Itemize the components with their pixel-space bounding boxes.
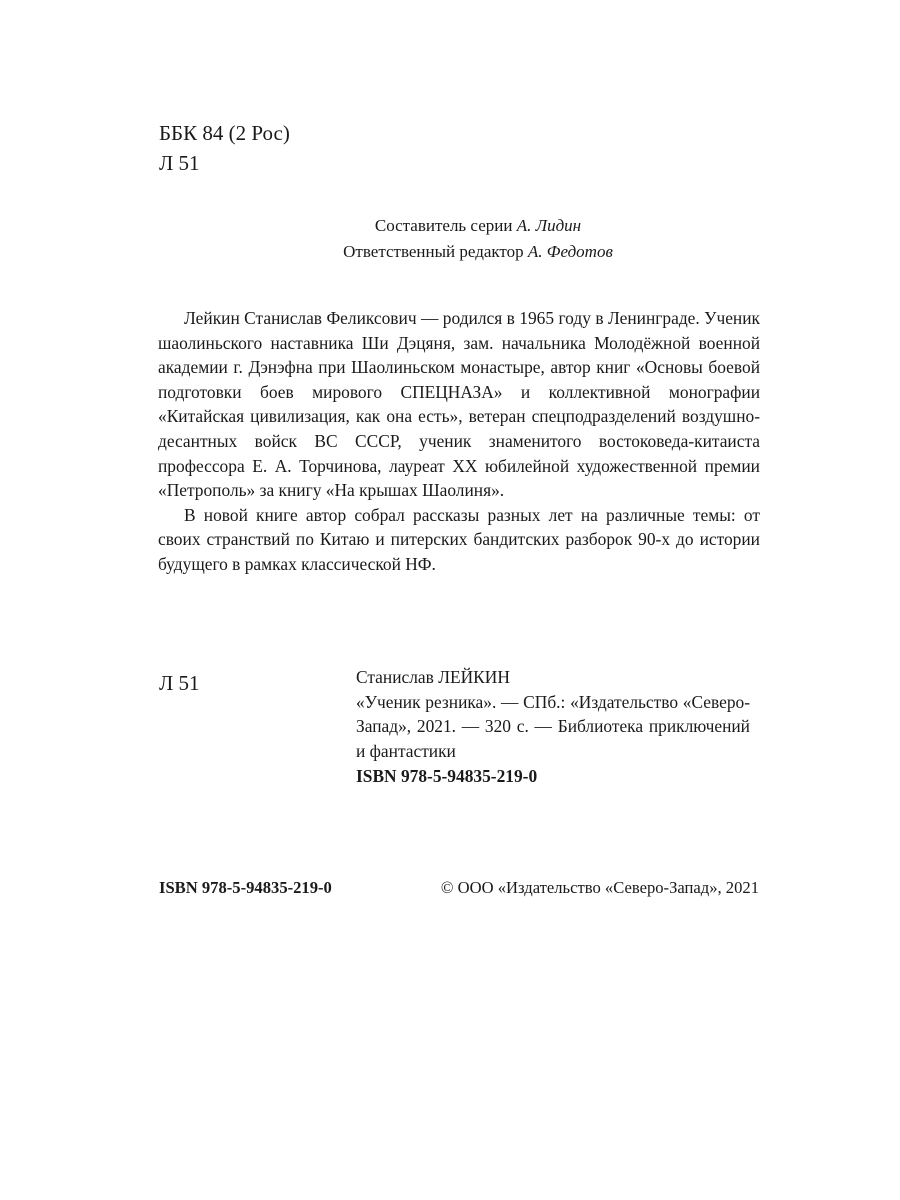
copyright: © ООО «Издательство «Северо-Запад», 2021 <box>440 878 759 897</box>
annotation-book-summary: В новой книге автор собрал рассказы разных лет на различные темы: от своих странствий по Китаю и питерских бандитских разборок 90-х до истории будущего в рамках классической НФ. <box>158 504 760 574</box>
catalog-code: Л 51 <box>159 671 200 695</box>
series-compiler-line <box>260 213 696 239</box>
footer-isbn: ISBN 978-5-94835-219-0 <box>159 878 332 897</box>
annotation <box>158 306 760 577</box>
series-compiler-label: Составитель серии <box>374 216 513 235</box>
series-compiler-name: А. Лидин <box>516 216 582 235</box>
editor-label: Ответственный редактор <box>343 242 524 261</box>
bbk-code: ББК 84 (2 Рос) <box>159 121 290 145</box>
catalog-description: «Ученик резника». — СПб.: «Издательство «Северо-Запад», 2021. — 320 с. — Библиотека приключений и фантастики <box>356 691 750 761</box>
editor-name: А. Федотов <box>527 242 613 261</box>
catalog-card <box>356 665 750 789</box>
credits-block <box>260 213 696 265</box>
editor-line <box>260 239 696 265</box>
annotation-author-bio: Лейкин Станислав Феликсович — родился в 1965 году в Ленинграде. Ученик шаолиньского наставника Ши Дэцяня, зам. начальника Молодёжной военной академии г. Дэнэфна при Шаолиньском монастыре, автор книг «Основы боевой подготовки боев мирового СПЕЦНАЗА» и коллективной монографии «Китайская цивилизация, как она есть», ветеран спецподразделений воздушно-десантных войск ВС СССР, ученик знаменитого востоковеда-китаиста профессора Е. А. Торчинова, лауреат XX юбилейной художественной премии «Петрополь» за книгу «На крышах Шаолиня». <box>158 308 760 501</box>
catalog-isbn: ISBN 978-5-94835-219-0 <box>356 766 538 787</box>
catalog-author: Станислав ЛЕЙКИН <box>356 667 510 687</box>
bbk-block <box>159 118 290 178</box>
author-mark: Л 51 <box>159 151 200 175</box>
footer <box>159 876 759 900</box>
